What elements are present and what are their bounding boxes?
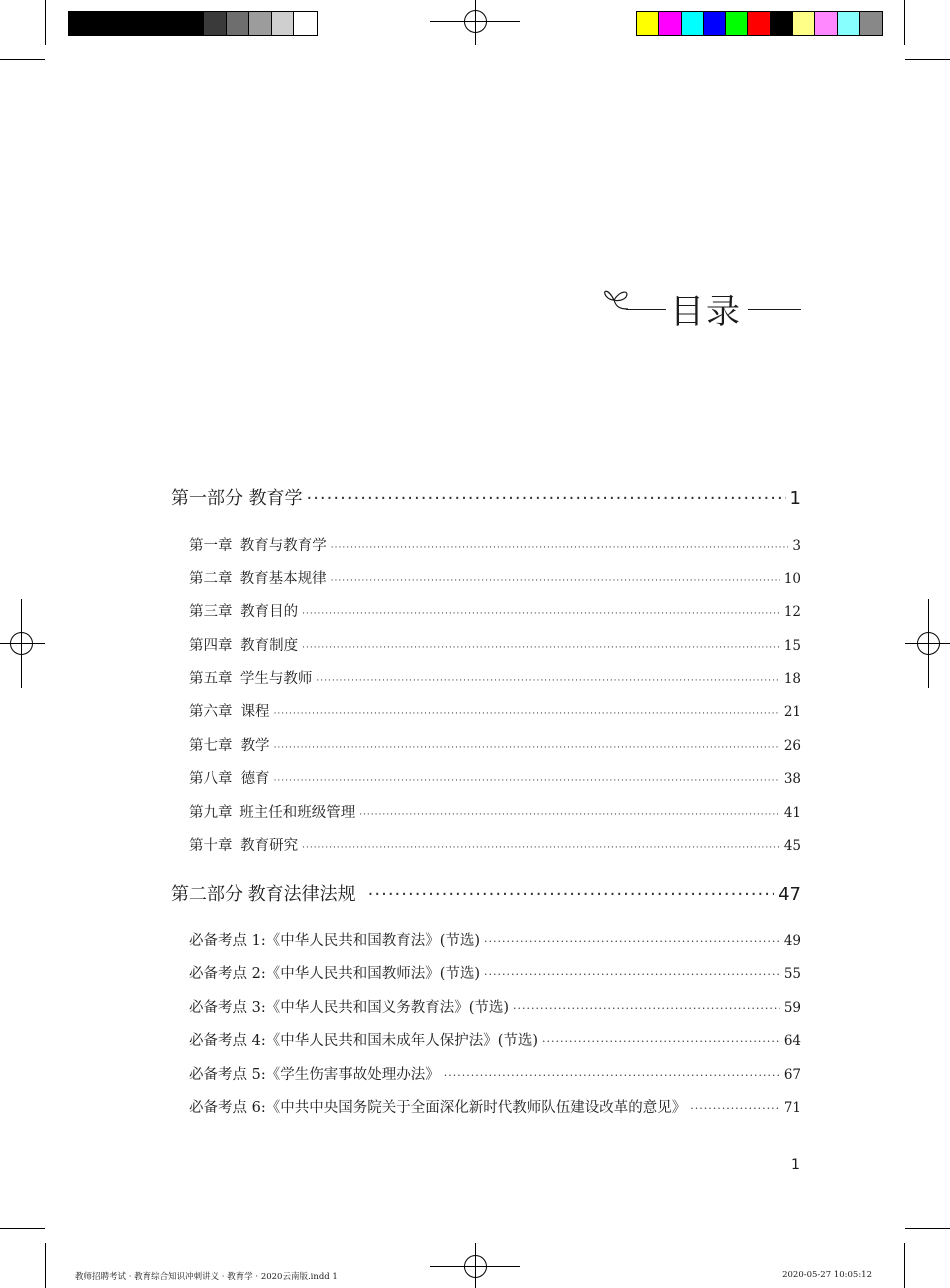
page-title: 目录 [670,292,742,332]
dot-leader [484,935,780,948]
dot-leader [359,810,780,820]
exam-point-page: 64 [783,1033,801,1049]
chapter-page: 18 [783,671,801,687]
exam-point-page: 55 [783,966,801,982]
chapter-page: 41 [783,805,801,821]
chapter-page: 12 [783,604,801,620]
part-name: 教育学 [248,488,303,509]
dot-leader [274,776,780,786]
registration-mark-left [0,599,45,688]
chapter-name: 教育与教育学 [239,538,327,554]
dot-leader [444,1069,780,1082]
print-slug-filename: 教师招聘考试 · 教育综合知识冲刺讲义 · 教育学 · 2020云南版.indd 1 [75,1272,338,1282]
toc-chapter[interactable] [189,600,801,621]
chapter-name: 教育基本规律 [239,571,327,587]
exam-point-title: 必备考点 3:《中华人民共和国义务教育法》(节选) [189,1000,510,1016]
exam-point-title: 必备考点 4:《中华人民共和国未成年人保护法》(节选) [189,1033,539,1049]
toc-part-heading[interactable] [171,880,801,906]
part-page: 1 [789,488,801,509]
exam-point-page: 67 [783,1067,801,1083]
chapter-page: 15 [783,638,801,654]
registration-mark-right [905,599,950,688]
chapter-label: 第四章 [189,638,233,654]
toc-chapter[interactable] [189,567,801,588]
toc-exam-point[interactable] [189,1096,801,1117]
dot-leader [542,1035,780,1048]
exam-point-title: 必备考点 5:《学生伤害事故处理办法》 [189,1067,440,1083]
toc-chapter[interactable] [189,700,801,721]
exam-point-title: 必备考点 1:《中华人民共和国教育法》(节选) [189,933,481,949]
chapter-label: 第五章 [189,671,233,687]
toc-exam-point[interactable] [189,1063,801,1084]
toc-exam-point[interactable] [189,929,801,950]
toc-part-heading[interactable] [171,484,801,510]
toc-chapter[interactable] [189,534,801,555]
chapter-label: 第九章 [189,805,233,821]
dot-leader [302,843,780,853]
print-slug-timestamp: 2020-05-27 10:05:12 [782,1270,872,1280]
part-label: 第一部分 [171,488,243,509]
chapter-page: 10 [783,571,801,587]
title-rule-right [600,280,805,330]
exam-point-page: 71 [783,1100,801,1116]
toc-exam-point[interactable] [189,1029,801,1050]
registration-mark-top [430,0,520,45]
dot-leader [331,576,780,586]
toc-exam-point[interactable] [189,962,801,983]
chapter-name: 教育目的 [240,604,299,620]
dot-leader [690,1102,780,1115]
chapter-label: 第八章 [189,771,233,787]
chapter-page: 38 [783,771,801,787]
chapter-label: 第二章 [189,571,233,587]
dot-leader [368,884,774,905]
dot-leader [302,609,780,619]
dot-leader [274,743,780,753]
toc-title-block [600,280,805,330]
chapter-name: 班主任和班级管理 [239,805,356,821]
exam-point-title: 必备考点 2:《中华人民共和国教师法》(节选) [189,966,481,982]
chapter-name: 德育 [240,771,270,787]
dot-leader [316,676,779,686]
toc-exam-point[interactable] [189,996,801,1017]
chapter-label: 第三章 [189,604,233,620]
dot-leader [274,709,780,719]
dot-leader [484,968,780,981]
chapter-label: 第一章 [189,538,233,554]
chapter-name: 教育研究 [240,838,299,854]
toc-chapter[interactable] [189,801,801,822]
chapter-name: 学生与教师 [239,671,313,687]
toc-chapter[interactable] [189,667,801,688]
dot-leader [306,488,785,509]
dot-leader [331,543,789,553]
toc-chapter[interactable] [189,734,801,755]
chapter-page: 26 [783,738,801,754]
registration-mark-bottom [430,1243,520,1288]
toc-chapter[interactable] [189,634,801,655]
part-page: 47 [778,884,801,905]
chapter-name: 教学 [240,738,270,754]
chapter-name: 课程 [240,704,270,720]
chapter-label: 第七章 [189,738,233,754]
exam-point-page: 59 [783,1000,801,1016]
part-label: 第二部分 [171,884,243,905]
chapter-page: 45 [783,838,801,854]
toc-chapter[interactable] [189,767,801,788]
part-name: 教育法律法规 [247,884,356,905]
dot-leader [302,643,780,653]
page-number: 1 [791,1157,800,1173]
toc-chapter[interactable] [189,834,801,855]
dot-leader [513,1002,780,1015]
chapter-label: 第六章 [189,704,233,720]
chapter-page: 21 [783,704,801,720]
chapter-label: 第十章 [189,838,233,854]
exam-point-title: 必备考点 6:《中共中央国务院关于全面深化新时代教师队伍建设改革的意见》 [189,1100,687,1116]
chapter-page: 3 [792,538,801,554]
exam-point-page: 49 [783,933,801,949]
chapter-name: 教育制度 [240,638,299,654]
